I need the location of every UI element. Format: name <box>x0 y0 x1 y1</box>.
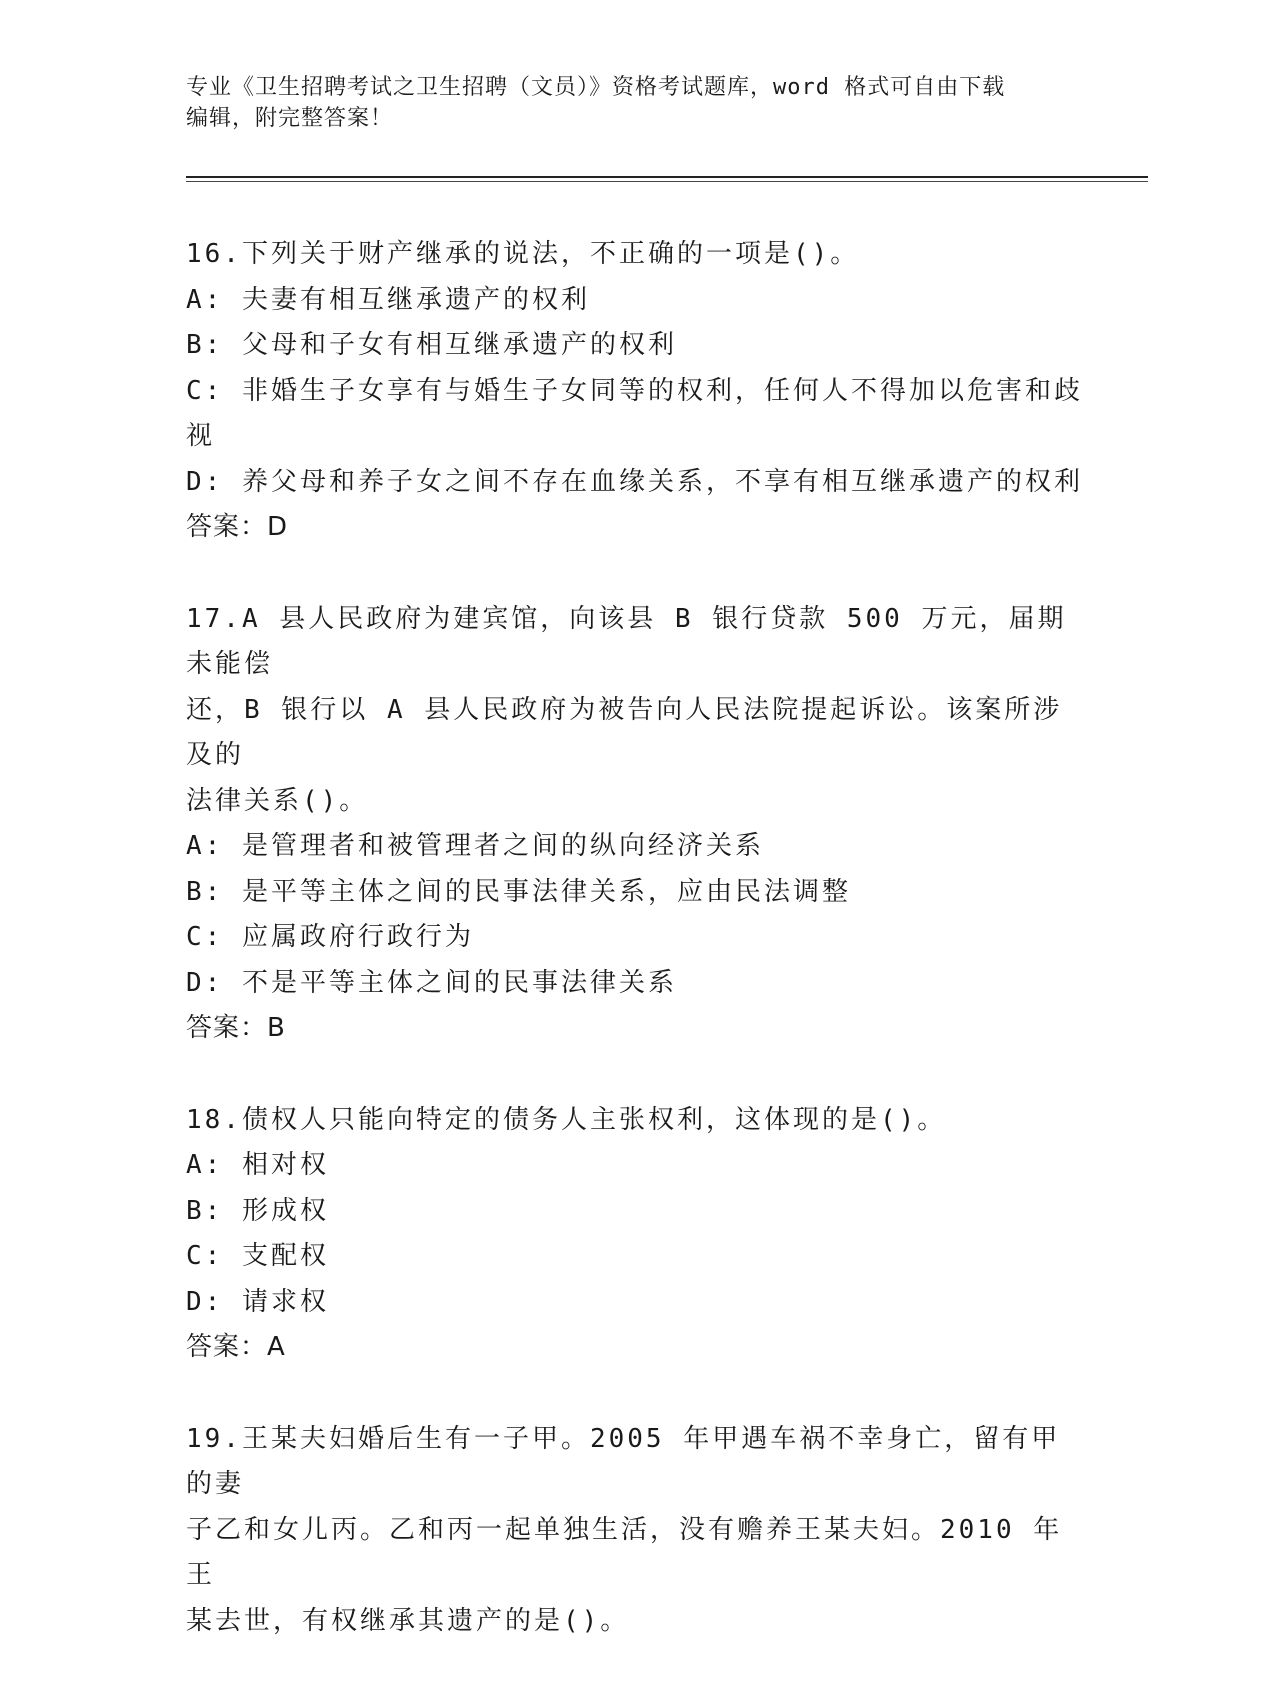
option-c-continued: 视 <box>186 421 216 451</box>
header-divider-thin <box>186 181 1148 182</box>
document-header <box>186 72 1066 134</box>
question-stem: 法律关系()。 <box>186 785 369 816</box>
option-c: C: 非婚生子女享有与婚生子女同等的权利，任何人不得加以危害和歧 <box>186 375 1083 406</box>
option-b: B: 形成权 <box>186 1195 329 1226</box>
header-line-2: 编辑，附完整答案！ <box>186 106 394 131</box>
option-d: D: 养父母和养子女之间不存在血缘关系，不享有相互继承遗产的权利 <box>186 466 1083 497</box>
question-stem: 某去世，有权继承其遗产的是()。 <box>186 1605 630 1636</box>
question-stem: 18.债权人只能向特定的债务人主张权利，这体现的是()。 <box>186 1104 947 1135</box>
question-16 <box>186 232 1086 551</box>
question-stem: 子乙和女儿丙。乙和丙一起单独生活，没有赡养王某夫妇。2010 年王 <box>186 1514 1063 1590</box>
answer: 答案：B <box>186 1013 286 1043</box>
question-17 <box>186 597 1086 1052</box>
option-a: A: 夫妻有相互继承遗产的权利 <box>186 284 590 315</box>
question-stem: 16.下列关于财产继承的说法，不正确的一项是()。 <box>186 239 860 269</box>
question-stem: 还，B 银行以 A 县人民政府为被告向人民法院提起诉讼。该案所涉及的 <box>186 694 1063 770</box>
header-line-1: 专业《卫生招聘考试之卫生招聘（文员）》资格考试题库，word 格式可自由下载 <box>186 75 1006 100</box>
question-18 <box>186 1098 1086 1371</box>
option-b: B: 父母和子女有相互继承遗产的权利 <box>186 330 677 360</box>
question-stem: 19.王某夫妇婚后生有一子甲。2005 年甲遇车祸不幸身亡，留有甲的妻 <box>186 1423 1061 1499</box>
question-stem: 17.A 县人民政府为建宾馆，向该县 B 银行贷款 500 万元，届期未能偿 <box>186 603 1067 679</box>
option-c: C: 应属政府行政行为 <box>186 922 474 952</box>
option-c: C: 支配权 <box>186 1241 329 1271</box>
question-list <box>186 232 1086 1690</box>
question-19 <box>186 1417 1086 1645</box>
option-d: D: 请求权 <box>186 1286 329 1317</box>
answer: 答案：A <box>186 1332 286 1362</box>
answer: 答案：D <box>186 512 289 542</box>
option-b: B: 是平等主体之间的民事法律关系，应由民法调整 <box>186 876 851 907</box>
option-a: A: 是管理者和被管理者之间的纵向经济关系 <box>186 831 764 861</box>
header-divider-thick <box>186 176 1148 178</box>
option-d: D: 不是平等主体之间的民事法律关系 <box>186 967 677 998</box>
option-a: A: 相对权 <box>186 1150 329 1180</box>
